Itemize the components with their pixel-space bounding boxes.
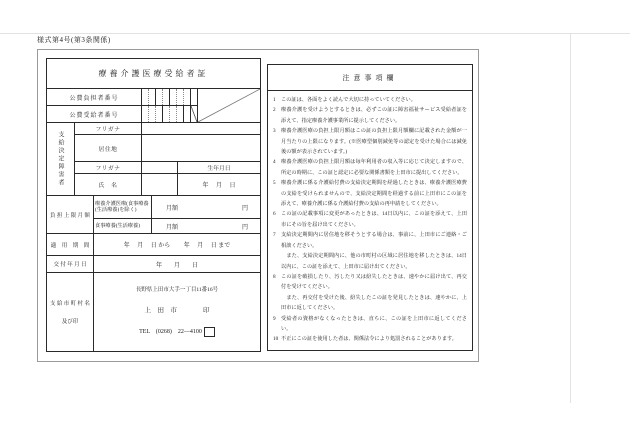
note-number: 8 [273,273,276,280]
period-row [47,234,260,256]
furigana-value-2 [142,162,260,173]
note-paragraph [273,314,467,335]
furigana-value-1 [142,123,260,134]
municipality-label-cell [47,273,94,351]
birthdate-value-cell: 年 月 日 [177,174,260,195]
unused-diagonal-cell [197,89,260,123]
notes-body [268,91,472,345]
digit-cell [183,106,190,122]
notes-panel [267,64,473,351]
note-text: 療養介護に係る介護給付費の支給決定期間を経過したときは、療養介護医療費の支給を受けられませんので、支給決定期間を経過する前に上田市にこの証を添えて、療養介護に係る介護給付費の支給の再申請をしてください。 [281,180,467,208]
furigana-row-2 [75,162,260,174]
note-text: また、支給決定期間内に、他の市町村の区域に居住地を移したときは、14日以内に、この証を添えて、上田市に届け出てください。 [281,253,467,270]
digit-cell [176,106,183,122]
person-group-cell [47,123,75,196]
furigana-label-2: フリガナ [75,162,142,173]
note-paragraph [273,272,467,293]
copay-limit-label-cell: 負 担 上 限 月 額 [47,196,94,234]
note-number: 10 [273,336,279,343]
note-text: 療養介護医療の負担上限月額はこの証の負担上限月額欄に記載された金額が一月当たりの上限になります。(※医療型個別減免等の認定を受けた場合には減免後の額が表示されています。) [281,128,467,156]
furigana-label-1: フリガナ [75,123,142,134]
copay-row1-label-cell: 療養介護医療(食事療養(生活療養)を除く) [94,196,152,219]
scan-artifact-line-right [570,33,571,403]
residence-label: 居住地 [75,135,142,161]
recipient-number-row [47,106,197,123]
scan-artifact-line-top [0,33,630,34]
note-number: 5 [273,180,276,187]
recipient-number-label: 公費受給者番号 [47,106,142,122]
note-number [273,293,281,314]
note-paragraph [273,157,467,178]
birthdate-header-cell: 生年月日 [177,162,260,173]
tel-number: TEL (0268) 22―4100 [139,329,202,335]
note-paragraph [273,334,467,344]
municipality-name-seal: 上 田 市 印 [144,307,210,314]
digit-cell [148,89,155,105]
note-paragraph [273,293,467,314]
note-number: 6 [273,211,276,218]
note-number [273,251,281,272]
person-group-label: 支給決定障害者 [57,131,63,187]
digit-cell [169,89,176,105]
payer-number-label: 公費負担者番号 [47,89,142,105]
tel-line [94,326,260,337]
municipality-row [47,273,260,351]
form-number-label: 様式第4号(第3条関係) [37,36,111,44]
note-text: また、再交付を受けた後、紛失したこの証を発見したときは、速やかに、上田市に返してください。 [281,294,467,312]
issue-date-label-cell: 交 付 年 月 日 [47,256,94,272]
recipient-number-digit-cells [142,106,190,122]
note-paragraph [273,230,467,251]
note-text: 療養介護医療の負担上限月額は毎年利用者の収入等に応じて決定しますので、所定の時期に、この証と認定に必要な関係書類を上田市に提出してください。 [281,159,467,176]
issue-date-value-cell: 年 月 日 [155,262,198,269]
furigana-row-1 [75,123,260,135]
period-label-cell: 適 用 期 間 [47,234,94,255]
note-number: 7 [273,232,276,239]
unused-slashed-cell [190,106,197,122]
yen-label-1: 円 [241,205,248,212]
issue-date-row [47,256,260,273]
monthly-amount-label-1: 月額 [166,205,179,212]
diagonal-line [198,89,261,123]
copay-row1-amount-cell [152,196,260,219]
note-paragraph [273,126,467,157]
municipality-address: 長野県上田市大手一丁目11番16号 [135,287,219,293]
digit-cell [155,89,162,105]
note-paragraph [273,209,467,230]
name-value [142,174,260,195]
residence-row [75,135,260,162]
period-value-cell: 年 月 日 から 年 月 日 まで [123,243,231,249]
digit-cell [162,106,169,122]
name-label: 氏 名 [75,174,142,195]
note-text: この証は、各面をよく読んで大切に持っていてください。 [281,97,416,103]
name-row [75,174,260,196]
yen-label-2: 円 [241,224,248,231]
note-text: 療養介護を受けようとするときは、必ずこの証に障害福祉サービス受給者証を添えて、指定療養介護事業所に提示してください。 [281,107,467,124]
note-paragraph [273,178,467,209]
note-text: 支給決定期間内に居住地を移そうとする場合は、事前に、上田市にご連絡・ご相談ください。 [281,232,467,249]
payer-number-digit-cells [142,89,197,105]
digit-cell [190,89,197,105]
document-page [37,49,479,362]
note-paragraph [273,95,467,105]
copay-row2-label-cell: 食事療養(生活療養) [94,219,152,234]
extension-box [204,327,215,337]
certificate-form [46,58,261,352]
digit-cell [162,89,169,105]
municipality-label-line2: 及び印 [61,319,79,325]
digit-cell [183,89,190,105]
monthly-amount-label-2: 月額 [166,224,179,231]
municipality-value-cell [94,273,260,351]
note-number: 1 [273,97,276,103]
municipality-label-line1: 支 給 市 町 村 名 [50,301,90,307]
note-number: 9 [273,315,276,322]
note-paragraph [273,251,467,272]
note-text: 受給者の資格がなくなったときは、直ちに、この証を上田市に返してください。 [281,315,467,332]
copay-row2-amount-cell [152,219,260,234]
note-number: 3 [273,128,276,135]
note-number: 4 [273,159,276,166]
residence-value [142,135,260,161]
digit-cell [155,106,162,122]
note-text: この証を破損したり、汚したり又は紛失したときは、速やかに届け出て、再交付を受けてください。 [281,273,467,291]
digit-cell [148,106,155,122]
digit-cell [169,106,176,122]
note-paragraph [273,105,467,126]
note-number: 2 [273,107,276,114]
certificate-title: 療養介護医療受給者証 [47,59,260,89]
note-text: この証の記載事項に変更があったときは、14日以内に、この証を添えて、上田市にその旨を届け出てください。 [281,211,467,228]
note-text: 不正にこの証を使用した者は、関係法令により処罰されることがあります。 [281,336,457,343]
notes-title: 注意事項欄 [268,65,472,91]
payer-number-row [47,89,197,106]
digit-cell [176,89,183,105]
